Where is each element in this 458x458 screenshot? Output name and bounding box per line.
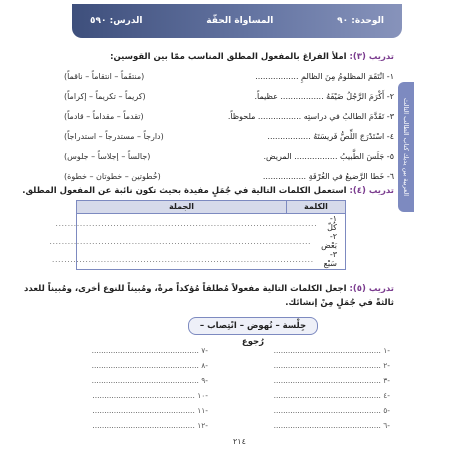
exercise-3-title	[110, 52, 394, 62]
exercise-4-title	[22, 186, 394, 196]
lesson-label: الدرس: ٥٩٠	[90, 16, 143, 26]
exercise-5-title-cont	[285, 298, 394, 308]
exercise-5-instruction-2: ثالثةً في جُمَلٍ مِنْ إنشائك.	[285, 298, 394, 308]
answer-line[interactable]: -١ .............................................	[273, 346, 390, 355]
sentence: ٢- أَكْرَمَ الرَّجُلُ ضَيْفَهُ ................. عظيماً.	[254, 91, 394, 101]
list-item	[64, 126, 394, 146]
word-cell: ٢- بَعْض	[321, 232, 337, 250]
answer-line[interactable]: -١٢ ...........................................	[92, 421, 208, 430]
list-item	[64, 86, 394, 106]
page-header	[72, 4, 402, 38]
exercise-5-title	[24, 284, 394, 294]
sentence: ٥- جَلَسَ الطَّبيبُ ................. المريض.	[263, 151, 394, 161]
page-number: ٢١٤	[233, 437, 246, 446]
table-row	[51, 250, 345, 268]
list-item	[64, 146, 394, 166]
unit-title: المساواة الحقّة	[206, 16, 274, 26]
exercise-5-label: تدريب (٥):	[349, 284, 394, 294]
exercise-4-instruction: استعمل الكلمات التالية في جُمَلٍ مفيدة بحيث تكون نائبة عن المفعول المطلق.	[22, 186, 350, 196]
list-item	[64, 166, 394, 186]
word-cell: ١- كُلّ	[327, 214, 337, 232]
sentence: ٣- تَقَدَّمَ الطالبُ في دراستِه ................. ملحوظاً.	[227, 111, 394, 121]
exercise-3-label: تدريب (٣):	[349, 52, 394, 62]
column-sentence: الجملة	[169, 202, 194, 211]
answer-line[interactable]: -٧ .............................................	[91, 346, 208, 355]
exercise-4-label: تدريب (٤):	[349, 186, 394, 196]
options: (دارجاً – مستدرجاً – استدراجاً)	[64, 131, 164, 141]
answer-lines-right	[274, 346, 390, 436]
options: (منتقَماً – انتقاماً – ناقماً)	[64, 71, 145, 81]
options: (جالساً – إجلاساً – جلوس)	[64, 151, 151, 161]
answer-line[interactable]: -١١ ...........................................	[92, 406, 208, 415]
side-tab	[398, 82, 414, 212]
options: (كريماً – تكريماً – إكراماً)	[64, 91, 146, 101]
word-bank: جِلْسة – نُهوض – انْتِصاب – رُجوع	[188, 317, 318, 335]
sentence: ٦- خَطا الرَّضيعُ في الغُرْفَةِ .................	[262, 171, 394, 181]
answer-line[interactable]: ......................................................................................	[55, 218, 318, 228]
column-word: الكلمة	[286, 201, 345, 213]
exercise-4-table	[49, 200, 346, 270]
exercise-3-list	[64, 66, 394, 186]
unit-label: الوحدة: ٩٠	[337, 16, 384, 26]
answer-line[interactable]: -٤ .............................................	[273, 391, 390, 400]
side-tab-label: العربية بين يديك كتاب الطالب الثالث	[402, 97, 410, 197]
answer-line[interactable]: -٨ .............................................	[91, 361, 208, 370]
options: (خُطوتين – خطوتان – خطوة)	[64, 171, 161, 181]
answer-line[interactable]: -٩ .............................................	[91, 376, 208, 385]
table-row	[49, 232, 345, 250]
list-item	[64, 106, 394, 126]
answer-line[interactable]: -٣ .............................................	[273, 376, 390, 385]
answer-line[interactable]: -١٠ ...........................................	[92, 391, 208, 400]
table-row	[55, 214, 345, 232]
sentence: ١- انْتَقَمَ المظلومُ مِنَ الظالمِ .................	[255, 71, 394, 81]
table-header	[77, 201, 345, 214]
answer-line[interactable]: -٦ .............................................	[273, 421, 390, 430]
sentence: ٤- اسْتَدْرَجَ اللِّصُّ فَريسَتَهُ .................	[267, 131, 394, 141]
list-item	[64, 66, 394, 86]
answer-line[interactable]: ......................................................................................	[51, 254, 314, 264]
exercise-5-instruction: اجعل الكلمات التالية مفعولاً مُطلقاً مُؤكداً مرةً، ومُبيناً للنوع أخرى، ومُبيناً للعدد	[24, 284, 350, 294]
answer-lines-left	[92, 346, 208, 436]
options: (تقدماً – مقداماً – قادماً)	[64, 111, 144, 121]
exercise-3-instruction: املأ الفراغ بالمفعول المطلق المناسب ممّا بين القوسين:	[110, 52, 350, 62]
answer-line[interactable]: ......................................................................................	[49, 236, 312, 246]
word-cell: ٣- سَبْع	[323, 250, 337, 268]
answer-line[interactable]: -٥ .............................................	[273, 406, 390, 415]
answer-line[interactable]: -٢ .............................................	[273, 361, 390, 370]
